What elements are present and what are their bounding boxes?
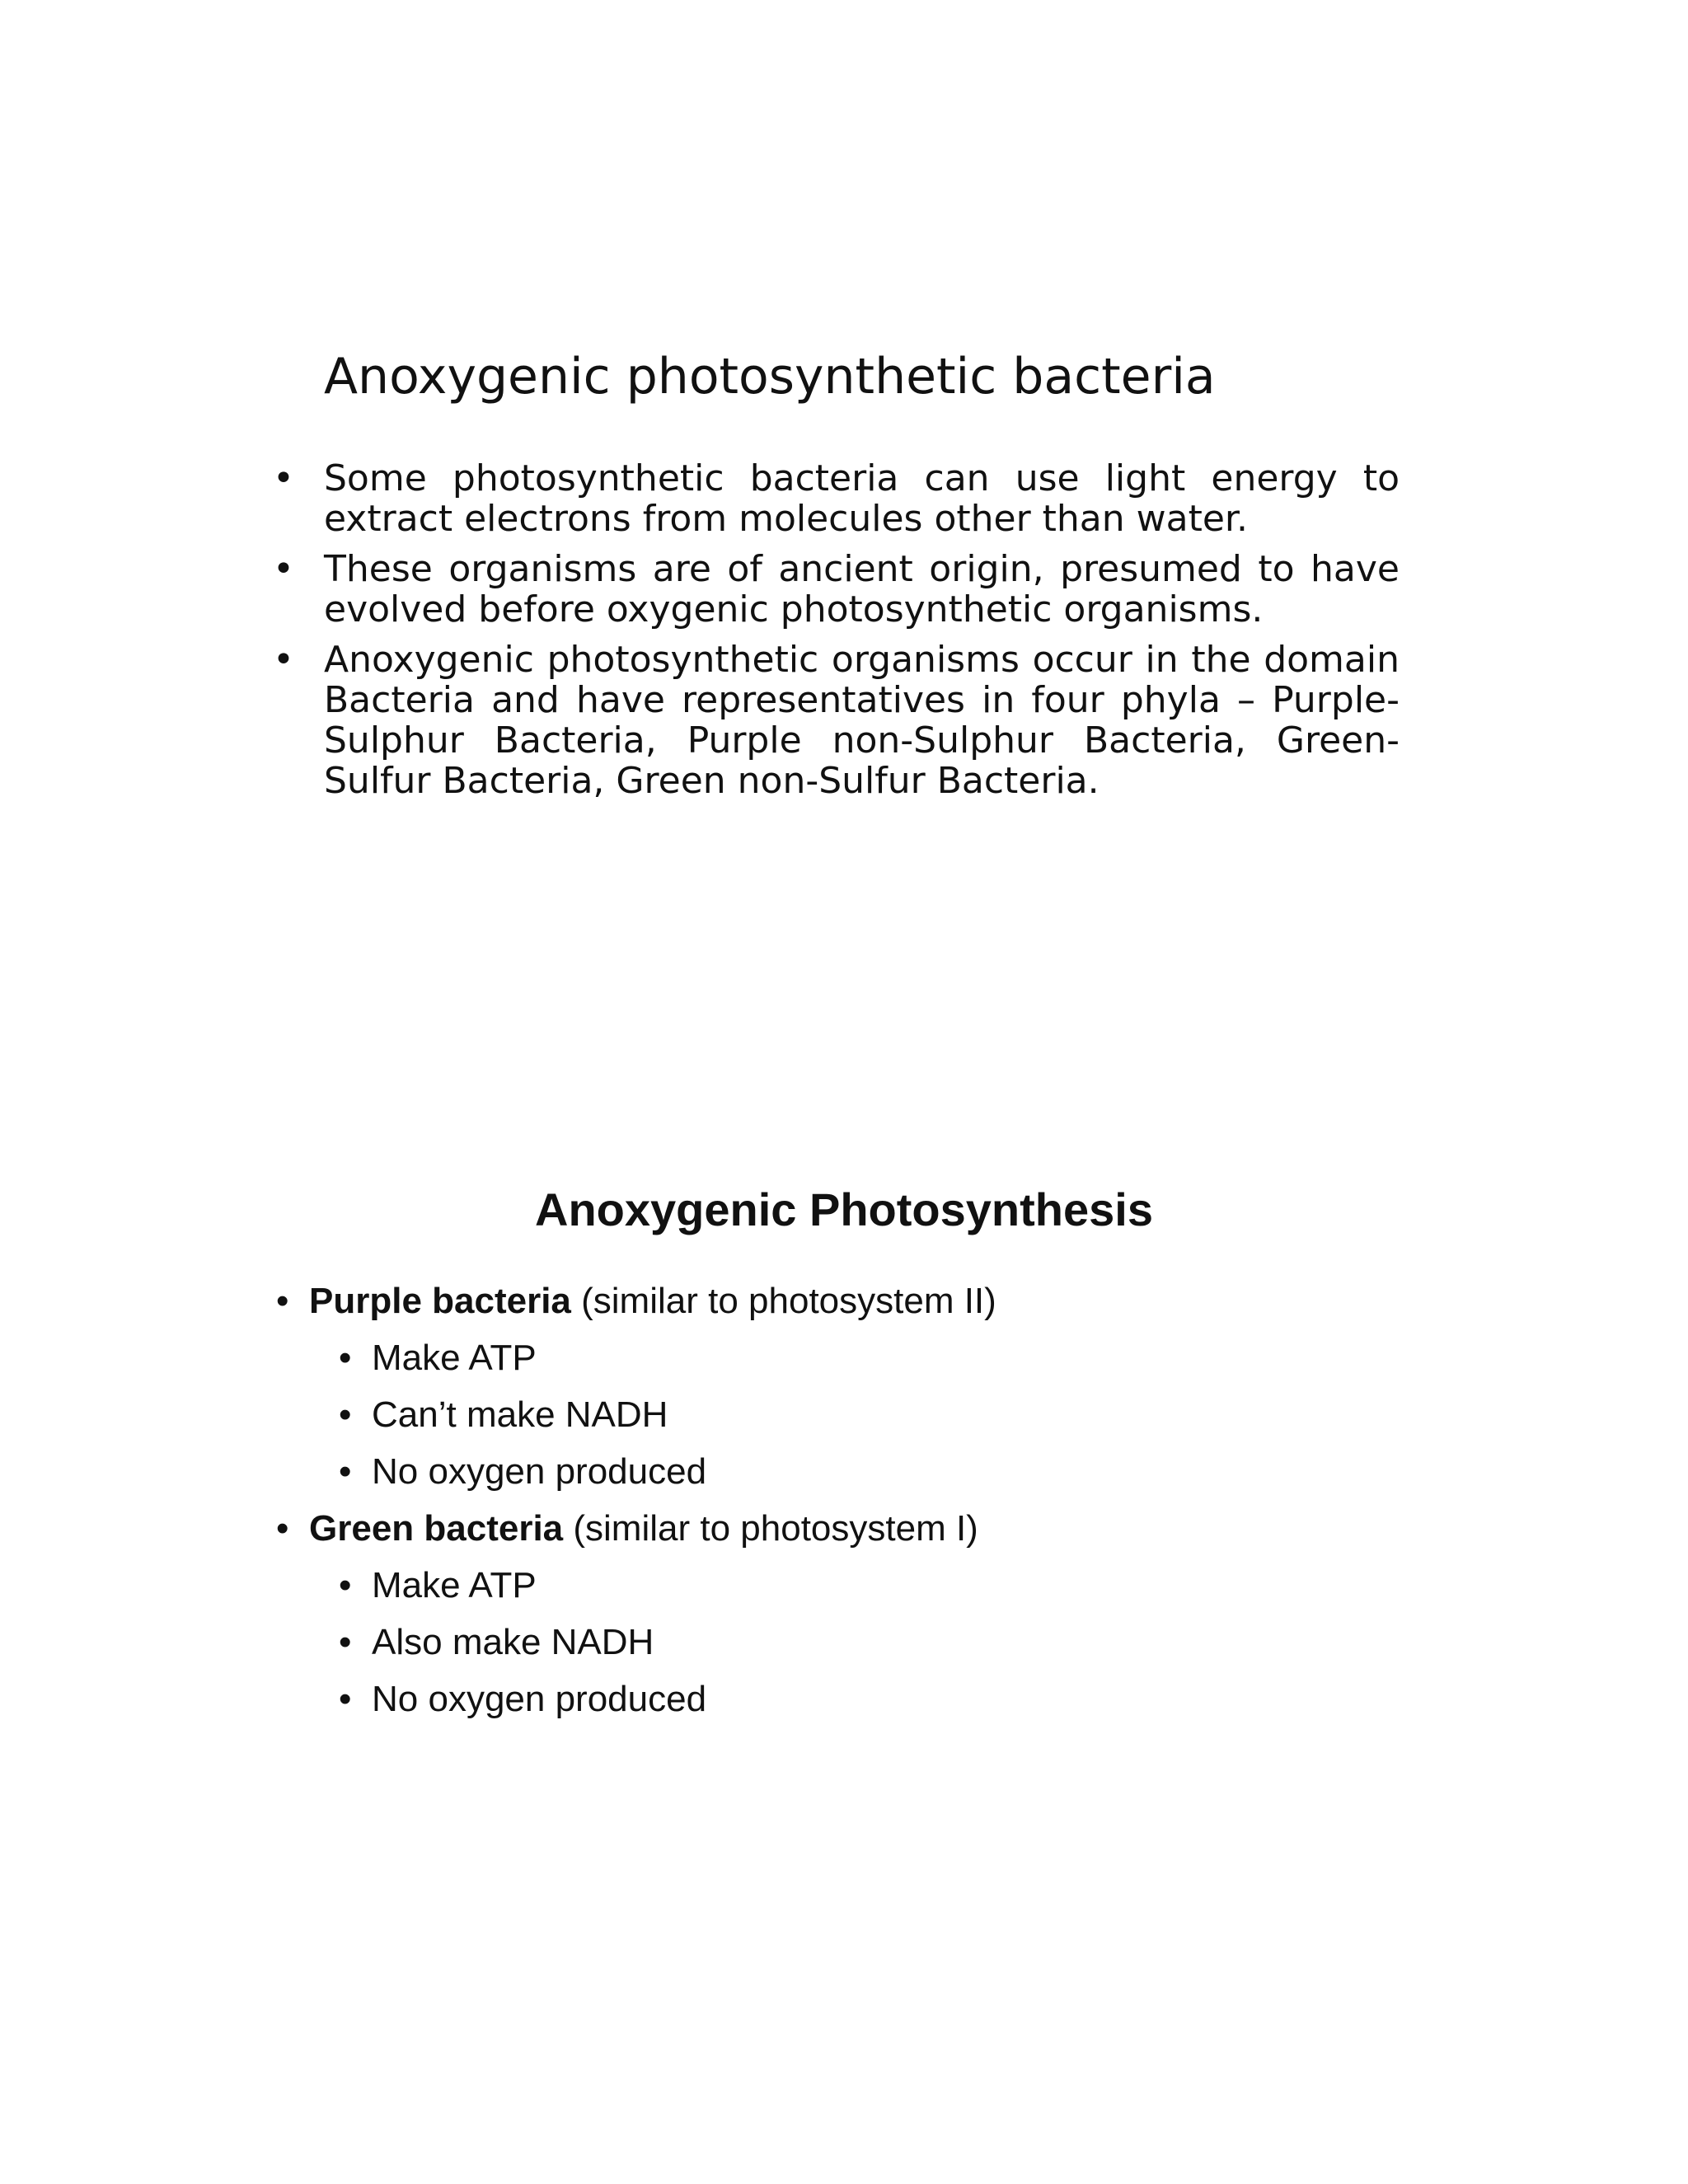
group-note: (similar to photosystem II): [570, 1281, 996, 1321]
bullet-icon: •: [276, 1508, 289, 1549]
bullet-icon: •: [339, 1565, 352, 1605]
list-item: [276, 1671, 1512, 1727]
bullet-icon: •: [339, 1622, 352, 1662]
list-item-text: Also make NADH: [372, 1622, 654, 1662]
bullet-icon: •: [339, 1338, 352, 1378]
bullet-icon: •: [339, 1679, 352, 1719]
slide1-bullet-text: Some photosynthetic bacteria can use light energy to extract electrons from molecules other than water.: [324, 457, 1400, 540]
bullet-icon: •: [273, 548, 294, 590]
list-item: [276, 1386, 1512, 1443]
list-item-text: No oxygen produced: [372, 1451, 707, 1492]
bacteria-group-green: [276, 1500, 1512, 1557]
bullet-icon: •: [339, 1451, 352, 1492]
list-item: [276, 1614, 1512, 1671]
slide1-bullet-text: These organisms are of ancient origin, presumed to have evolved before oxygenic photosynthetic organisms.: [324, 548, 1400, 630]
group-term: Green bacteria: [309, 1508, 564, 1549]
bullet-icon: •: [339, 1394, 352, 1435]
list-item-text: Can’t make NADH: [372, 1394, 668, 1435]
slide1-bullet-item: [273, 639, 1400, 802]
slide1-bullet-item: [273, 548, 1400, 630]
group-note: (similar to photosystem I): [563, 1508, 978, 1549]
bullet-icon: •: [273, 457, 294, 499]
slide1-bullet-item: [273, 457, 1400, 540]
list-item: [276, 1329, 1512, 1386]
bacteria-group-purple: [276, 1272, 1512, 1329]
slide1-bullet-text: Anoxygenic photosynthetic organisms occur in the domain Bacteria and have representatives in four phyla – Purple-Sulphur Bacteria, Purple non-Sulphur Bacteria, Green-Sulfur Bacteria, Green non-Sulfur Bacteria.: [324, 639, 1400, 802]
slide1-title: Anoxygenic photosynthetic bacteria: [324, 348, 1216, 405]
bullet-icon: •: [273, 639, 294, 681]
list-item-text: Make ATP: [372, 1565, 537, 1605]
slide1-bullet-list: [273, 457, 1400, 811]
list-item: [276, 1443, 1512, 1500]
list-item: [276, 1557, 1512, 1614]
list-item-text: No oxygen produced: [372, 1679, 707, 1719]
list-item-text: Make ATP: [372, 1338, 537, 1378]
slide2-title: Anoxygenic Photosynthesis: [535, 1183, 1153, 1235]
slide2-bullet-list: [276, 1272, 1512, 1727]
group-term: Purple bacteria: [309, 1281, 571, 1321]
bullet-icon: •: [276, 1281, 289, 1321]
